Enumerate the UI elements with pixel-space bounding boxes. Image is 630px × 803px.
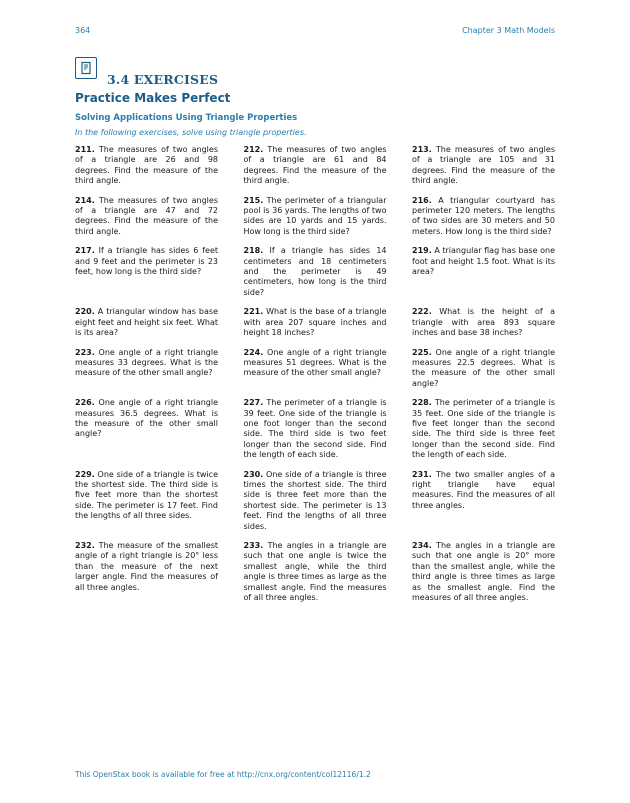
exercise-row [75, 307, 555, 338]
section-title: 3.4 EXERCISES [107, 72, 219, 87]
exercise-text: One side of a triangle is three times the shortest side. The third side is three feet more than the shortest side. The perimeter is 13 feet. Find the lengths of all three sides. [243, 469, 387, 531]
exercise-text: The measures of two angles of a triangle are 61 and 84 degrees. Find the measure of the third angle. [243, 145, 387, 186]
exercise-item [75, 348, 218, 390]
exercise-text: What is the base of a triangle with area 207 square inches and height 18 inches? [243, 307, 387, 338]
exercise-row [75, 470, 555, 532]
exercise-number: 225. [412, 347, 432, 357]
exercise-item [412, 348, 555, 390]
exercise-item [412, 541, 555, 603]
exercise-item [75, 196, 218, 238]
exercise-number: 234. [412, 541, 432, 550]
exercise-number: 227. [243, 398, 264, 408]
exercise-number: 228. [412, 398, 432, 408]
exercise-text: One side of a triangle is twice the shortest side. The third side is five feet more than the shortest side. The perimeter is 17 feet. Find the lengths of all three sides. [75, 469, 219, 521]
exercise-item [75, 145, 218, 187]
instructions: In the following exercises, solve using triangle properties. [75, 128, 307, 137]
exercise-number: 215. [243, 195, 264, 205]
exercise-row [75, 398, 555, 460]
exercise-text: One angle of a right triangle measures 51 degrees. What is the measure of the other small angle? [243, 347, 387, 378]
exercise-text: A triangular flag has base one foot and height 1.5 foot. What is its area? [412, 246, 555, 277]
exercise-number: 226. [75, 398, 95, 408]
exercise-number: 211. [75, 145, 95, 154]
exercise-text: One angle of a right triangle measures 36.5 degrees. What is the measure of the other small angle? [75, 398, 219, 439]
exercise-item [75, 398, 218, 460]
exercise-number: 224. [243, 347, 264, 357]
exercise-item [412, 196, 555, 238]
exercise-item [412, 246, 555, 298]
exercise-item [244, 145, 387, 187]
exercise-text: The measures of two angles of a triangle are 26 and 98 degrees. Find the measure of the third angle. [75, 145, 218, 186]
section-subtitle: Practice Makes Perfect [75, 91, 231, 105]
exercise-number: 216. [412, 195, 432, 205]
exercise-row [75, 541, 555, 603]
exercise-item [244, 307, 387, 338]
exercise-item [412, 398, 555, 460]
exercise-number: 221. [243, 307, 264, 317]
exercise-text: The measures of two angles of a triangle are 47 and 72 degrees. Find the measure of the third angle. [75, 195, 218, 236]
exercise-text: The angles in a triangle are such that one angle is twice the smallest angle, while the third angle is three times as large as the smallest angle. Find the measures of all three angles. [243, 541, 387, 603]
exercise-item [244, 541, 387, 603]
exercise-item [244, 470, 387, 532]
chapter-title: Chapter 3 Math Models [462, 26, 555, 35]
exercise-number: 219. [412, 246, 432, 256]
exercise-number: 233. [243, 541, 264, 550]
exercise-text: The measures of two angles of a triangle are 105 and 31 degrees. Find the measure of the third angle. [412, 145, 555, 186]
exercise-number: 230. [243, 469, 264, 479]
exercise-item [75, 541, 218, 603]
exercise-text: A triangular courtyard has perimeter 120 meters. The lengths of two sides are 30 meters and 50 meters. How long is the third side? [412, 195, 555, 236]
exercise-item [244, 348, 387, 390]
exercise-text: A triangular window has base eight feet and height six feet. What is its area? [75, 307, 219, 338]
exercise-item [244, 398, 387, 460]
footer-text: This OpenStax book is available for free at http://cnx.org/content/col12116/1.2 [75, 770, 371, 779]
exercise-number: 222. [412, 307, 432, 317]
exercise-item [75, 246, 218, 298]
exercise-text: The perimeter of a triangular pool is 36 yards. The lengths of two sides are 10 yards and 15 yards. How long is the third side? [243, 195, 387, 236]
subsection-heading: Solving Applications Using Triangle Properties [75, 113, 298, 123]
exercise-row [75, 348, 555, 390]
exercise-text: The measure of the smallest angle of a right triangle is 20° less than the measure of the next larger angle. Find the measures of all three angles. [75, 541, 218, 592]
exercise-text: If a triangle has sides 6 feet and 9 feet and the perimeter is 23 feet, how long is the third side? [75, 246, 219, 277]
exercise-item [412, 470, 555, 532]
exercise-text: The perimeter of a triangle is 39 feet. One side of the triangle is one foot longer than the second side. The third side is two feet longer than the second side. Find the length of each side. [243, 398, 387, 460]
exercise-text: The perimeter of a triangle is 35 feet. One side of the triangle is five feet longer than the second side. The third side is three feet longer than the second side. Find the length of each side. [412, 398, 556, 460]
exercise-item [244, 196, 387, 238]
exercise-text: The angles in a triangle are such that one angle is 20° more than the smallest angle, while the third angle is three times as large as the smallest angle. Find the measures of all three angles. [412, 541, 555, 603]
exercise-number: 231. [412, 469, 432, 479]
exercise-number: 213. [412, 145, 432, 154]
exercise-text: If a triangle has sides 14 centimeters and 18 centimeters and the perimeter is 49 centimeters, how long is the third side? [243, 246, 387, 297]
exercise-number: 232. [75, 541, 95, 550]
exercise-item [412, 307, 555, 338]
exercise-item [244, 246, 387, 298]
exercise-row [75, 246, 555, 298]
exercise-row [75, 145, 555, 187]
exercise-text: One angle of a right triangle measures 22.5 degrees. What is the measure of the other small angle? [412, 347, 556, 388]
exercise-item [75, 307, 218, 338]
exercise-text: What is the height of a triangle with area 893 square inches and base 38 inches? [412, 307, 555, 338]
exercise-number: 212. [243, 145, 264, 154]
exercise-text: One angle of a right triangle measures 33 degrees. What is the measure of the other small angle? [75, 347, 219, 378]
exercise-number: 223. [75, 347, 95, 357]
exercise-grid [75, 145, 555, 612]
pencil-notebook-icon [75, 57, 97, 79]
exercise-number: 229. [75, 469, 95, 479]
exercise-item [412, 145, 555, 187]
exercise-item [75, 470, 218, 532]
exercise-text: The two smaller angles of a right triangle have equal measures. Find the measures of all three angles. [412, 469, 555, 510]
page-number: 364 [75, 26, 91, 35]
exercise-number: 214. [75, 195, 95, 205]
exercise-number: 217. [75, 246, 95, 256]
exercise-number: 220. [75, 307, 95, 317]
exercise-row [75, 196, 555, 238]
exercise-number: 218. [243, 246, 264, 256]
